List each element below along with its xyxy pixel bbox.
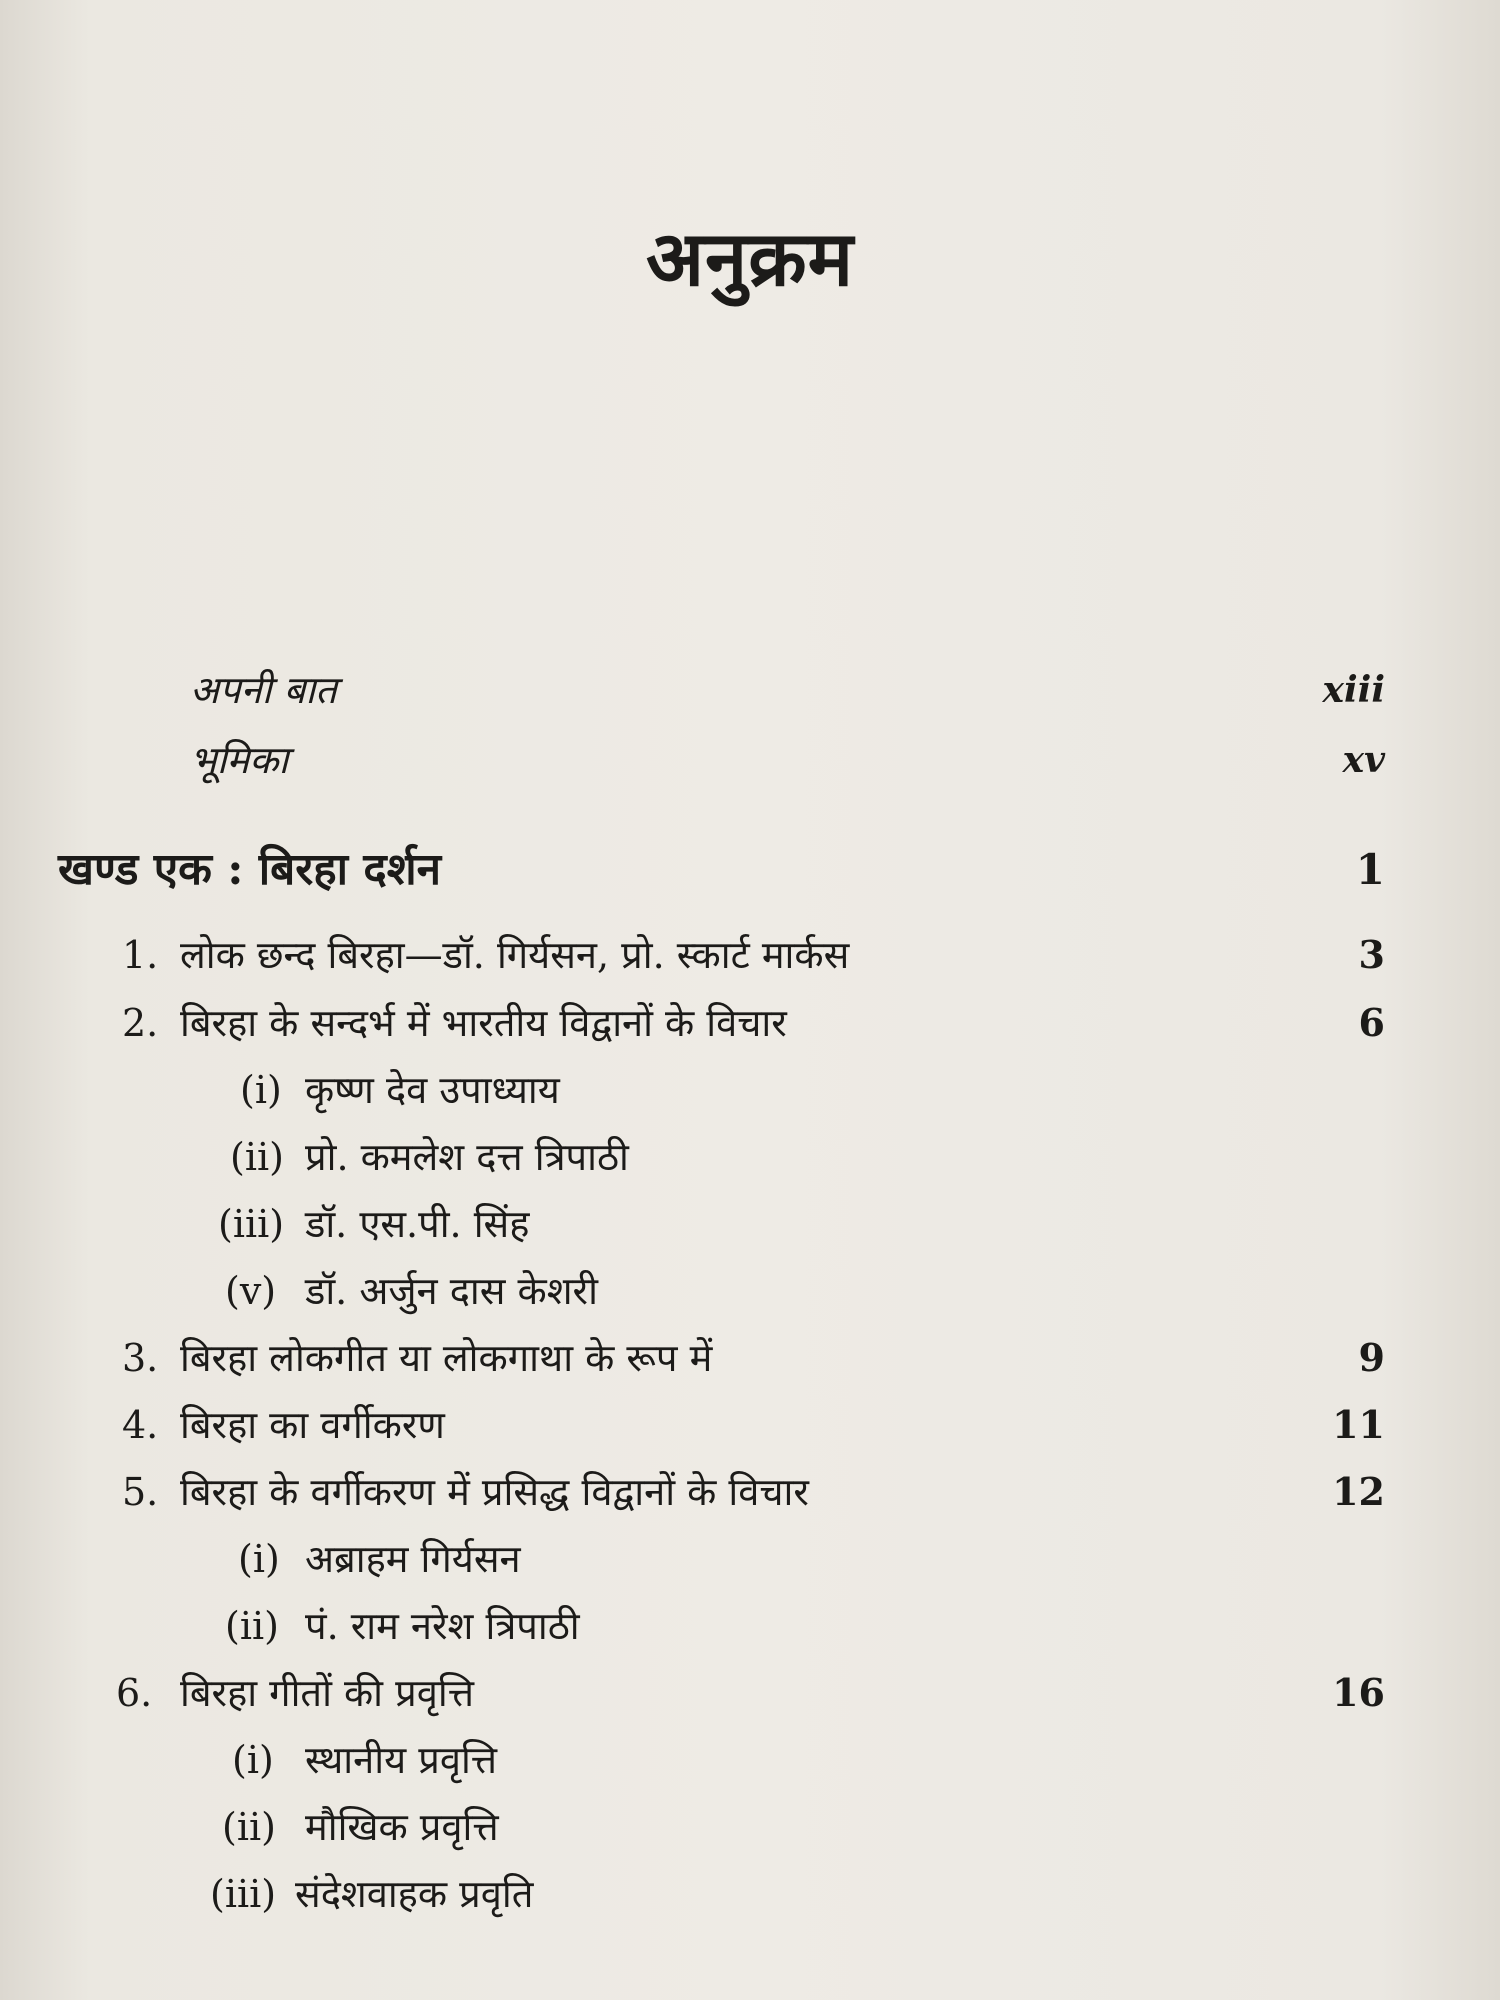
- toc-entry: [0, 993, 1500, 1053]
- toc-page-number: 12: [1332, 1469, 1385, 1514]
- toc-page-number: xv: [1342, 739, 1385, 781]
- toc-page-number: 6: [1358, 1000, 1385, 1045]
- section-title: खण्ड एक : बिरहा दर्शन: [58, 844, 442, 895]
- toc-subentry: [0, 1596, 1500, 1656]
- toc-entry-number: 2.: [122, 1001, 159, 1045]
- toc-label: बिरहा गीतों की प्रवृत्ति: [180, 1671, 474, 1715]
- toc-page-number: xiii: [1322, 669, 1385, 711]
- toc-label: प्रो. कमलेश दत्त त्रिपाठी: [305, 1135, 629, 1179]
- toc-label: डॉ. अर्जुन दास केशरी: [305, 1269, 598, 1313]
- toc-entry-number: 6.: [116, 1671, 153, 1715]
- toc-subentry-number: (iii): [218, 1202, 285, 1246]
- toc-subentry: [0, 1864, 1500, 1924]
- toc-subentry-number: (iii): [210, 1872, 277, 1916]
- toc-entry-number: 4.: [122, 1403, 159, 1447]
- toc-page-number: 1: [1355, 845, 1385, 894]
- toc-subentry-number: (ii): [222, 1805, 276, 1849]
- toc-label: संदेशवाहक प्रवृति: [295, 1872, 534, 1916]
- toc-entry: [0, 1328, 1500, 1388]
- toc-subentry-number: (ii): [225, 1604, 279, 1648]
- toc-front-matter-introduction: [0, 730, 1500, 790]
- toc-subentry: [0, 1060, 1500, 1120]
- toc-entry-number: 5.: [122, 1470, 159, 1514]
- toc-entry: [0, 1663, 1500, 1723]
- toc-entry-number: 3.: [122, 1336, 159, 1380]
- toc-subentry-number: (i): [232, 1738, 274, 1782]
- toc-page-number: 9: [1358, 1335, 1385, 1380]
- toc-subentry: [0, 1797, 1500, 1857]
- toc-label: बिरहा के वर्गीकरण में प्रसिद्ध विद्वानों के विचार: [180, 1470, 809, 1514]
- page-title: अनुक्रम: [645, 214, 855, 303]
- toc-label: भूमिका: [190, 738, 289, 782]
- toc-label: बिरहा का वर्गीकरण: [180, 1403, 445, 1447]
- toc-entry-number: 1.: [122, 933, 159, 977]
- toc-label: मौखिक प्रवृत्ति: [305, 1805, 499, 1849]
- toc-label: डॉ. एस.पी. सिंह: [305, 1202, 530, 1246]
- toc-section-heading: [0, 840, 1500, 900]
- toc-label: अपनी बात: [190, 668, 337, 712]
- toc-page-number: 16: [1332, 1670, 1385, 1715]
- toc-subentry-number: (i): [240, 1068, 282, 1112]
- toc-front-matter-preface: [0, 660, 1500, 720]
- toc-subentry: [0, 1261, 1500, 1321]
- toc-page-number: 11: [1332, 1402, 1385, 1447]
- toc-label: लोक छन्द बिरहा—डॉ. गिर्यसन, प्रो. स्कार्ट मार्कस: [180, 933, 850, 977]
- toc-subentry-number: (ii): [230, 1135, 284, 1179]
- toc-entry: [0, 1395, 1500, 1455]
- toc-entry: [0, 1462, 1500, 1522]
- toc-label: बिरहा के सन्दर्भ में भारतीय विद्वानों के विचार: [180, 1001, 787, 1045]
- toc-subentry-number: (i): [238, 1537, 280, 1581]
- toc-subentry-number: (v): [225, 1269, 277, 1313]
- toc-label: बिरहा लोकगीत या लोकगाथा के रूप में: [180, 1336, 713, 1380]
- toc-page-number: 3: [1358, 932, 1385, 977]
- toc-subentry: [0, 1127, 1500, 1187]
- toc-label: स्थानीय प्रवृत्ति: [305, 1738, 498, 1782]
- toc-label: अब्राहम गिर्यसन: [305, 1537, 521, 1581]
- toc-subentry: [0, 1529, 1500, 1589]
- toc-label: कृष्ण देव उपाध्याय: [305, 1068, 560, 1112]
- toc-entry: [0, 925, 1500, 985]
- toc-subentry: [0, 1730, 1500, 1790]
- toc-label: पं. राम नरेश त्रिपाठी: [305, 1604, 580, 1648]
- toc-subentry: [0, 1194, 1500, 1254]
